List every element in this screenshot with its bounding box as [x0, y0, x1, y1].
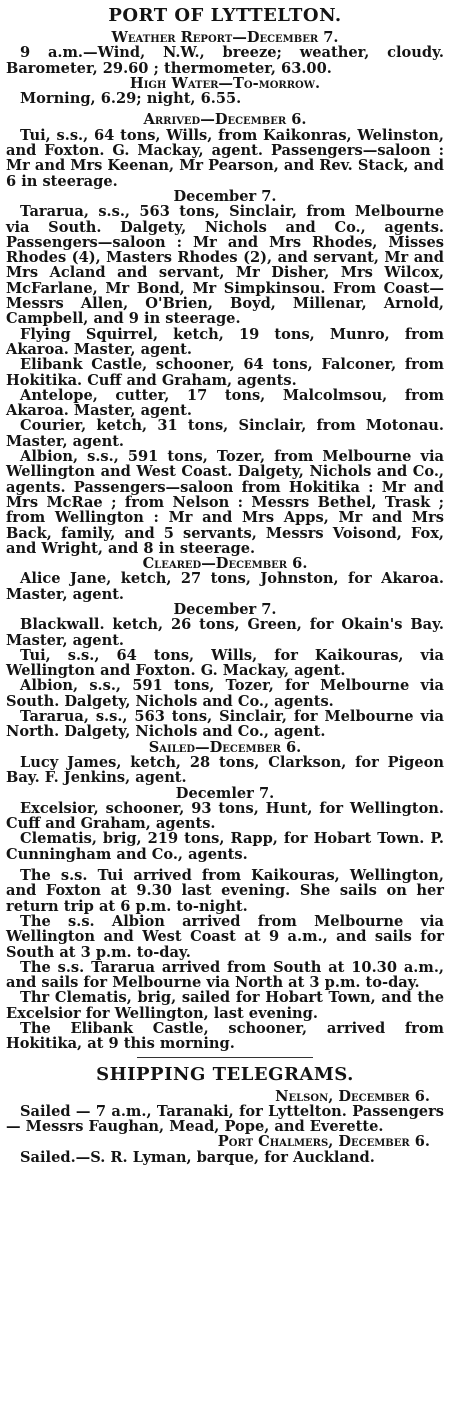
arrival-entry: Flying Squirrel, ketch, 19 tons, Munro, from Akaroa. Master, agent.: [6, 325, 444, 358]
high-water-text: Morning, 6.29; night, 6.55.: [20, 90, 242, 108]
note-paragraph: The s.s. Albion arrived from Melbourne via Wellington and West Coast at 9 a.m., and sails for South at 3 p.m. to-day.: [6, 912, 444, 961]
arrival-entry: Elibank Castle, schooner, 64 tons, Falconer, from Hokitika. Cuff and Graham, agents.: [6, 356, 444, 389]
arrival-entry: Tararua, s.s., 563 tons, Sinclair, from Melbourne via South. Dalgety, Nichols and Co., agents. Passengers—saloon : Mr and Mrs Rhodes, Misses Rhodes (4), Masters Rhodes (2), and servant, Mr and Mrs Acland and servant, Mr Disher, Mrs Wilcox, McFarlane, Mr Bond, Mr Simpkinsou. From Coast—Messrs Allen, O'Brien, Boyd, Millenar, Arnold, Campbell, and 9 in steerage.: [6, 203, 444, 328]
weather-heading: Weather Report—December 7.: [111, 29, 339, 46]
note-paragraph: Thr Clematis, brig, sailed for Hobart Town, and the Excelsior for Wellington, last evening.: [6, 989, 444, 1022]
sailed-heading: Sailed—December 6.: [148, 738, 302, 756]
arrived-dec7-list: [6, 204, 444, 556]
arrived-dec7-heading: December 7.: [173, 187, 277, 205]
high-water-heading: High Water—To-morrow.: [129, 74, 321, 92]
arrival-entry: Antelope, cutter, 17 tons, Malcolmsou, from Akaroa. Master, agent.: [6, 386, 444, 420]
telegrams-title: SHIPPING TELEGRAMS.: [96, 1063, 354, 1085]
port-chalmers-text: Sailed.—S. R. Lyman, barque, for Auckland.: [20, 1148, 375, 1166]
nelson-text: Sailed — 7 a.m., Taranaki, for Lyttelton. Passengers — Messrs Faughan, Mead, Pope, and Everette.: [6, 1102, 444, 1136]
arrival-entry: Courier, ketch, 31 tons, Sinclair, from Motonau. Master, agent.: [6, 417, 444, 450]
weather-text: 9 a.m.—Wind, N.W., breeze; weather, cloudy. Barometer, 29.60 ; thermometer, 63.00.: [6, 44, 444, 77]
arrived-heading: Arrived—December 6.: [143, 111, 307, 129]
port-chalmers-dateline: Port Chalmers, December 6.: [217, 1133, 430, 1151]
cleared-entry: Tararua, s.s., 563 tons, Sinclair, for Melbourne via North. Dalgety, Nichols and Co., agent.: [6, 708, 444, 741]
note-paragraph: The s.s. Tui arrived from Kaikouras, Wellington, and Foxton at 9.30 last evening. She sails on her return trip at 6 p.m. to-night.: [6, 867, 444, 915]
cleared-dec6-list: [6, 571, 444, 602]
cleared-dec7-list: [6, 617, 444, 739]
note-paragraph: The Elibank Castle, schooner, arrived from Hokitika, at 9 this morning.: [6, 1020, 444, 1053]
sailed-dec6-list: [6, 755, 444, 786]
sailed-entry: Excelsior, schooner, 93 tons, Hunt, for Wellington. Cuff and Graham, agents.: [6, 799, 444, 833]
arrival-entry: Albion, s.s., 591 tons, Tozer, from Melbourne via Wellington and West Coast. Dalgety, Nichols and Co., agents. Passengers—saloon from Hokitika : Mr and Mrs McRae ; from Nelson : Messrs Bethel, Trask ; from Wellington : Mr and Mrs Apps, Mr and Mrs Back, family, and 5 servants, Messrs Voisond, Fox, and Wright, and 8 in steerage.: [6, 448, 444, 557]
note-paragraph: The s.s. Tararua arrived from South at 10.30 a.m., and sails for Melbourne via North at 3 p.m. to-day.: [6, 958, 444, 992]
sailed-entry: Clematis, brig, 219 tons, Rapp, for Hobart Town. P. Cunningham and Co., agents.: [6, 830, 444, 863]
page-title: PORT OF LYTTELTON.: [108, 5, 342, 26]
section-divider: [137, 1057, 312, 1058]
arrived-dec6-list: [6, 128, 444, 189]
sailed-dec7-heading: Decemler 7.: [175, 784, 275, 802]
cleared-dec7-heading: December 7.: [173, 600, 277, 618]
shipping-notes: [6, 868, 444, 1052]
sailed-entry: Lucy James, ketch, 28 tons, Clarkson, for Pigeon Bay. F. Jenkins, agent.: [6, 753, 444, 787]
sailed-dec7-list: [6, 801, 444, 862]
cleared-entry: Blackwall. ketch, 26 tons, Green, for Okain's Bay. Master, agent.: [6, 616, 444, 649]
cleared-entry: Albion, s.s., 591 tons, Tozer, for Melbourne via South. Dalgety, Nichols and Co., agents.: [6, 677, 444, 710]
cleared-entry: Alice Jane, ketch, 27 tons, Johnston, for Akaroa. Master, agent.: [6, 570, 444, 603]
arrival-entry: Tui, s.s., 64 tons, Wills, from Kaikonras, Welinston, and Foxton. G. Mackay, agent. Passengers—saloon : Mr and Mrs Keenan, Mr Pearson, and Rev. Stack, and 6 in steerage.: [6, 126, 444, 190]
cleared-heading: Cleared—December 6.: [142, 555, 308, 573]
cleared-entry: Tui, s.s., 64 tons, Wills, for Kaikouras, via Wellington and Foxton. G. Mackay, agent.: [6, 646, 444, 680]
nelson-dateline: Nelson, December 6.: [275, 1087, 430, 1105]
